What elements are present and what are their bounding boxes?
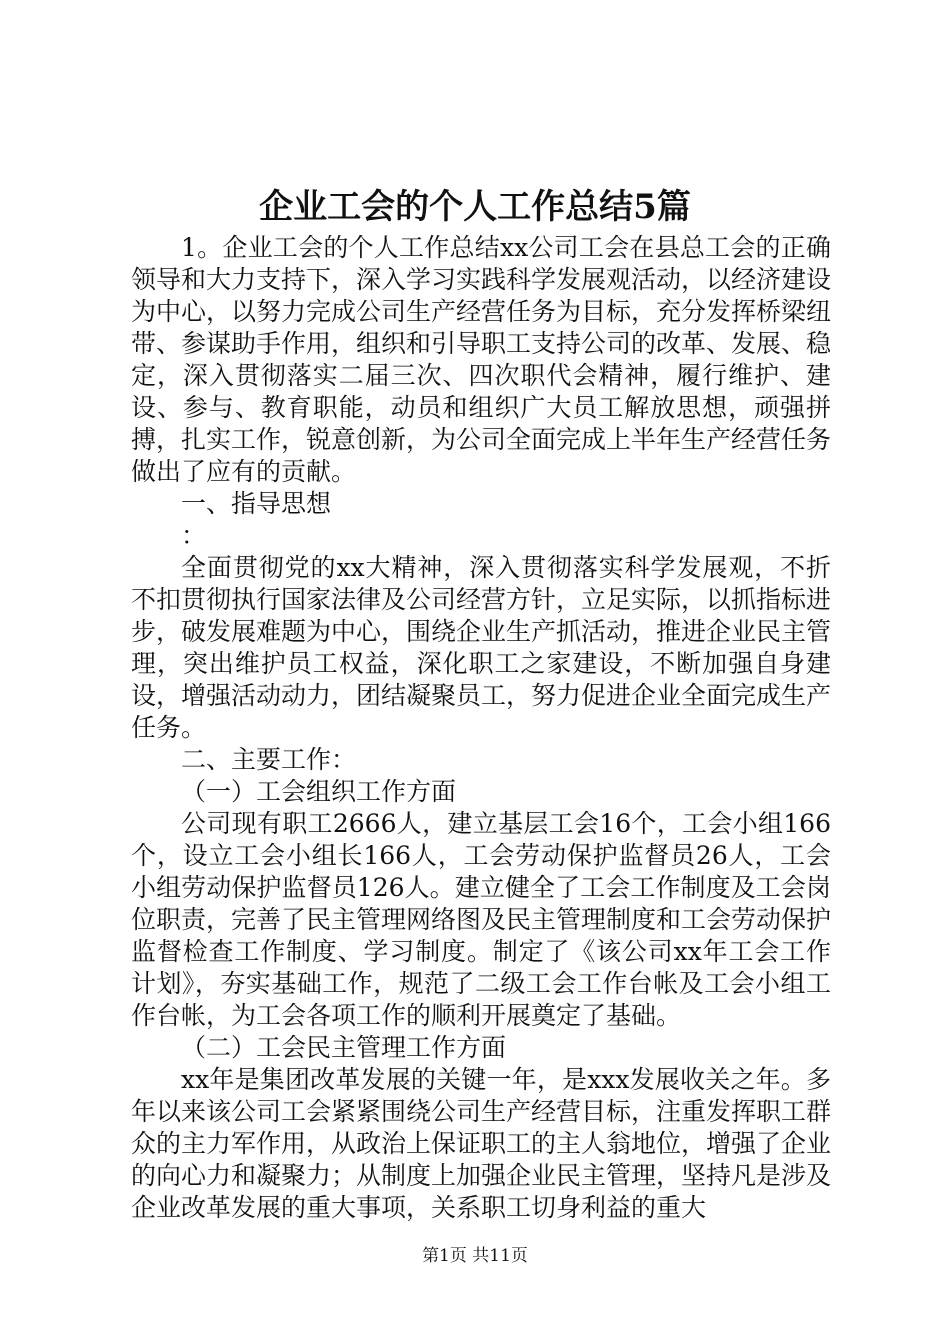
- colon-line: ：: [181, 521, 207, 550]
- document-body: [131, 232, 831, 1224]
- paragraph-intro: 1。企业工会的个人工作总结xx公司工会在县总工会的正确领导和大力支持下，深入学习实践科学发展观活动，以经济建设为中心，以努力完成公司生产经营任务为目标，充分发挥桥梁纽带、参谋助手作用，组织和引导职工支持公司的改革、发展、稳定，深入贯彻落实二届三次、四次职代会精神，履行维护、建设、参与、教育职能，动员和组织广大员工解放思想，顽强拼搏，扎实工作，锐意创新，为公司全面完成上半年生产经营任务做出了应有的贡献。: [131, 233, 832, 486]
- section-heading-guiding-ideology: 一、指导思想: [181, 489, 332, 518]
- paragraph-union-organization: 公司现有职工2666人，建立基层工会16个，工会小组166个，设立工会小组长166人，工会劳动保护监督员26人，工会小组劳动保护监督员126人。建立健全了工会工作制度及工会岗位职责，完善了民主管理网络图及民主管理制度和工会劳动保护监督检查工作制度、学习制度。制定了《该公司xx年工会工作计划》，夯实基础工作，规范了二级工会工作台帐及工会小组工作台帐，为工会各项工作的顺利开展奠定了基础。: [131, 809, 832, 1030]
- paragraph-democratic-management: xx年是集团改革发展的关键一年，是xxx发展收关之年。多年以来该公司工会紧紧围绕公司生产经营目标，注重发挥职工群众的主力军作用，从政治上保证职工的主人翁地位，增强了企业的向心力和凝聚力；从制度上加强企业民主管理，坚持凡是涉及企业改革发展的重大事项，关系职工切身利益的重大: [131, 1065, 832, 1222]
- document-title: 企业工会的个人工作总结5篇: [259, 187, 691, 227]
- subsection-heading-union-organization: （一）工会组织工作方面: [181, 777, 457, 806]
- section-heading-main-work: 二、主要工作：: [181, 745, 357, 774]
- subsection-heading-democratic-management: （二）工会民主管理工作方面: [181, 1033, 507, 1062]
- page-number-footer: 第1页 共11页: [422, 1246, 528, 1266]
- paragraph-guiding-ideology: 全面贯彻党的xx大精神，深入贯彻落实科学发展观，不折不扣贯彻执行国家法律及公司经营方针，立足实际，以抓指标进步，破发展难题为中心，围绕企业生产抓活动，推进企业民主管理，突出维护员工权益，深化职工之家建设，不断加强自身建设，增强活动动力，团结凝聚员工，努力促进企业全面完成生产任务。: [131, 553, 832, 742]
